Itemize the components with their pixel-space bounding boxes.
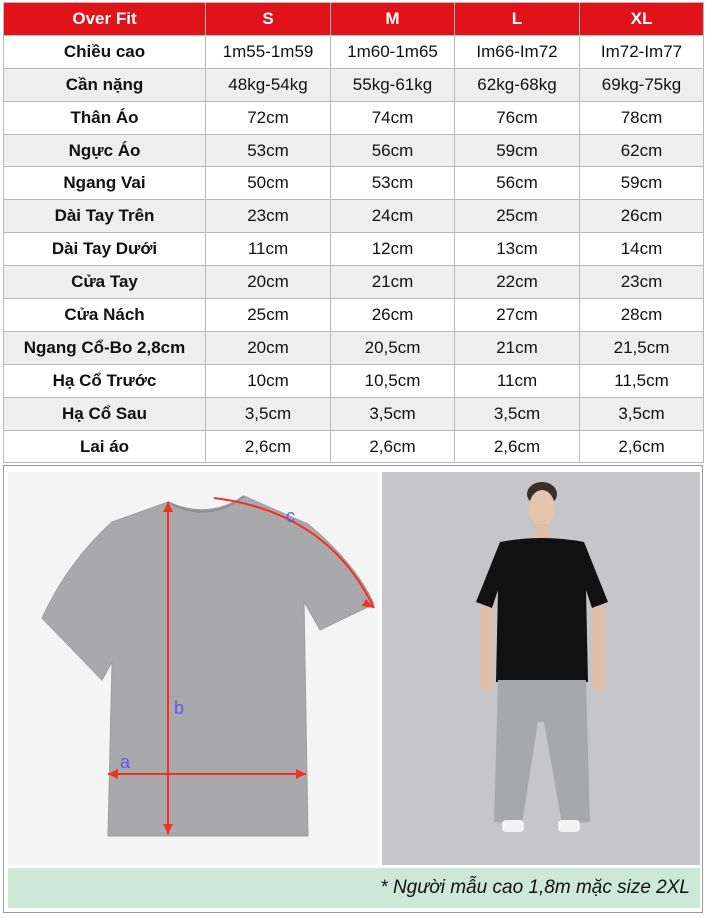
product-image-panel (3, 465, 703, 913)
size-table (3, 2, 704, 463)
cell-s: 11cm (206, 233, 331, 266)
row-label: Cần nặng (4, 68, 206, 101)
table-row (4, 35, 704, 68)
cell-m: 20,5cm (331, 331, 455, 364)
row-label: Ngang Vai (4, 167, 206, 200)
row-label: Dài Tay Dưới (4, 233, 206, 266)
table-row (4, 331, 704, 364)
cell-l: Im66-Im72 (455, 35, 580, 68)
table-row (4, 233, 704, 266)
cell-xl: 2,6cm (580, 430, 704, 463)
cell-s: 20cm (206, 331, 331, 364)
cell-s: 53cm (206, 134, 331, 167)
cell-xl: 21,5cm (580, 331, 704, 364)
cell-l: 59cm (455, 134, 580, 167)
cell-m: 26cm (331, 299, 455, 332)
cell-s: 48kg-54kg (206, 68, 331, 101)
row-label: Cửa Tay (4, 266, 206, 299)
cell-m: 53cm (331, 167, 455, 200)
cell-s: 1m55-1m59 (206, 35, 331, 68)
row-label: Hạ Cổ Sau (4, 397, 206, 430)
table-row (4, 397, 704, 430)
row-label: Cửa Nách (4, 299, 206, 332)
table-row (4, 200, 704, 233)
header-cell-m: M (331, 3, 455, 36)
cell-xl: 59cm (580, 167, 704, 200)
model-black-tshirt (476, 538, 608, 682)
row-label: Ngang Cổ-Bo 2,8cm (4, 331, 206, 364)
model-left-arm (480, 606, 492, 690)
cell-xl: 28cm (580, 299, 704, 332)
cell-l: 27cm (455, 299, 580, 332)
tshirt-shape (42, 496, 374, 836)
cell-m: 10,5cm (331, 364, 455, 397)
header-cell-xl: XL (580, 3, 704, 36)
caption-text: * Người mẫu cao 1,8m mặc size 2XL (380, 877, 690, 898)
model-neck (535, 524, 549, 538)
tshirt-diagram-svg (8, 472, 378, 865)
cell-xl: 26cm (580, 200, 704, 233)
cell-m: 74cm (331, 101, 455, 134)
table-row (4, 266, 704, 299)
row-label: Hạ Cổ Trước (4, 364, 206, 397)
cell-m: 3,5cm (331, 397, 455, 430)
cell-s: 23cm (206, 200, 331, 233)
cell-xl: 62cm (580, 134, 704, 167)
model-grey-pants (494, 680, 590, 824)
model-left-shoe (502, 820, 524, 832)
cell-xl: 78cm (580, 101, 704, 134)
table-row (4, 299, 704, 332)
tshirt-measurement-diagram (8, 472, 378, 865)
cell-l: 11cm (455, 364, 580, 397)
caption-bar (8, 868, 700, 908)
model-right-shoe (558, 820, 580, 832)
table-row (4, 101, 704, 134)
model-head (529, 490, 555, 526)
row-label: Ngực Áo (4, 134, 206, 167)
cell-m: 21cm (331, 266, 455, 299)
cell-l: 13cm (455, 233, 580, 266)
label-b: b (174, 698, 185, 718)
model-right-arm (592, 606, 604, 690)
header-row (4, 3, 704, 36)
cell-l: 56cm (455, 167, 580, 200)
cell-s: 2,6cm (206, 430, 331, 463)
header-cell-l: L (455, 3, 580, 36)
model-photo (382, 472, 700, 865)
cell-m: 55kg-61kg (331, 68, 455, 101)
row-label: Thân Áo (4, 101, 206, 134)
row-label: Lai áo (4, 430, 206, 463)
cell-s: 10cm (206, 364, 331, 397)
model-figure-svg (382, 472, 700, 865)
cell-m: 2,6cm (331, 430, 455, 463)
cell-m: 24cm (331, 200, 455, 233)
table-row (4, 134, 704, 167)
cell-s: 50cm (206, 167, 331, 200)
cell-xl: 3,5cm (580, 397, 704, 430)
cell-xl: Im72-Im77 (580, 35, 704, 68)
table-row (4, 167, 704, 200)
row-label: Chiều cao (4, 35, 206, 68)
table-row (4, 68, 704, 101)
cell-s: 72cm (206, 101, 331, 134)
row-label: Dài Tay Trên (4, 200, 206, 233)
cell-l: 2,6cm (455, 430, 580, 463)
cell-l: 25cm (455, 200, 580, 233)
cell-m: 56cm (331, 134, 455, 167)
cell-l: 62kg-68kg (455, 68, 580, 101)
cell-xl: 11,5cm (580, 364, 704, 397)
header-cell-s: S (206, 3, 331, 36)
label-a: a (120, 752, 131, 772)
cell-xl: 69kg-75kg (580, 68, 704, 101)
table-row (4, 430, 704, 463)
label-c: c (286, 506, 295, 526)
cell-xl: 14cm (580, 233, 704, 266)
cell-m: 1m60-1m65 (331, 35, 455, 68)
table-row (4, 364, 704, 397)
cell-xl: 23cm (580, 266, 704, 299)
cell-s: 25cm (206, 299, 331, 332)
header-cell-fit: Over Fit (4, 3, 206, 36)
cell-l: 21cm (455, 331, 580, 364)
cell-s: 3,5cm (206, 397, 331, 430)
cell-m: 12cm (331, 233, 455, 266)
cell-l: 22cm (455, 266, 580, 299)
cell-l: 76cm (455, 101, 580, 134)
cell-s: 20cm (206, 266, 331, 299)
cell-l: 3,5cm (455, 397, 580, 430)
